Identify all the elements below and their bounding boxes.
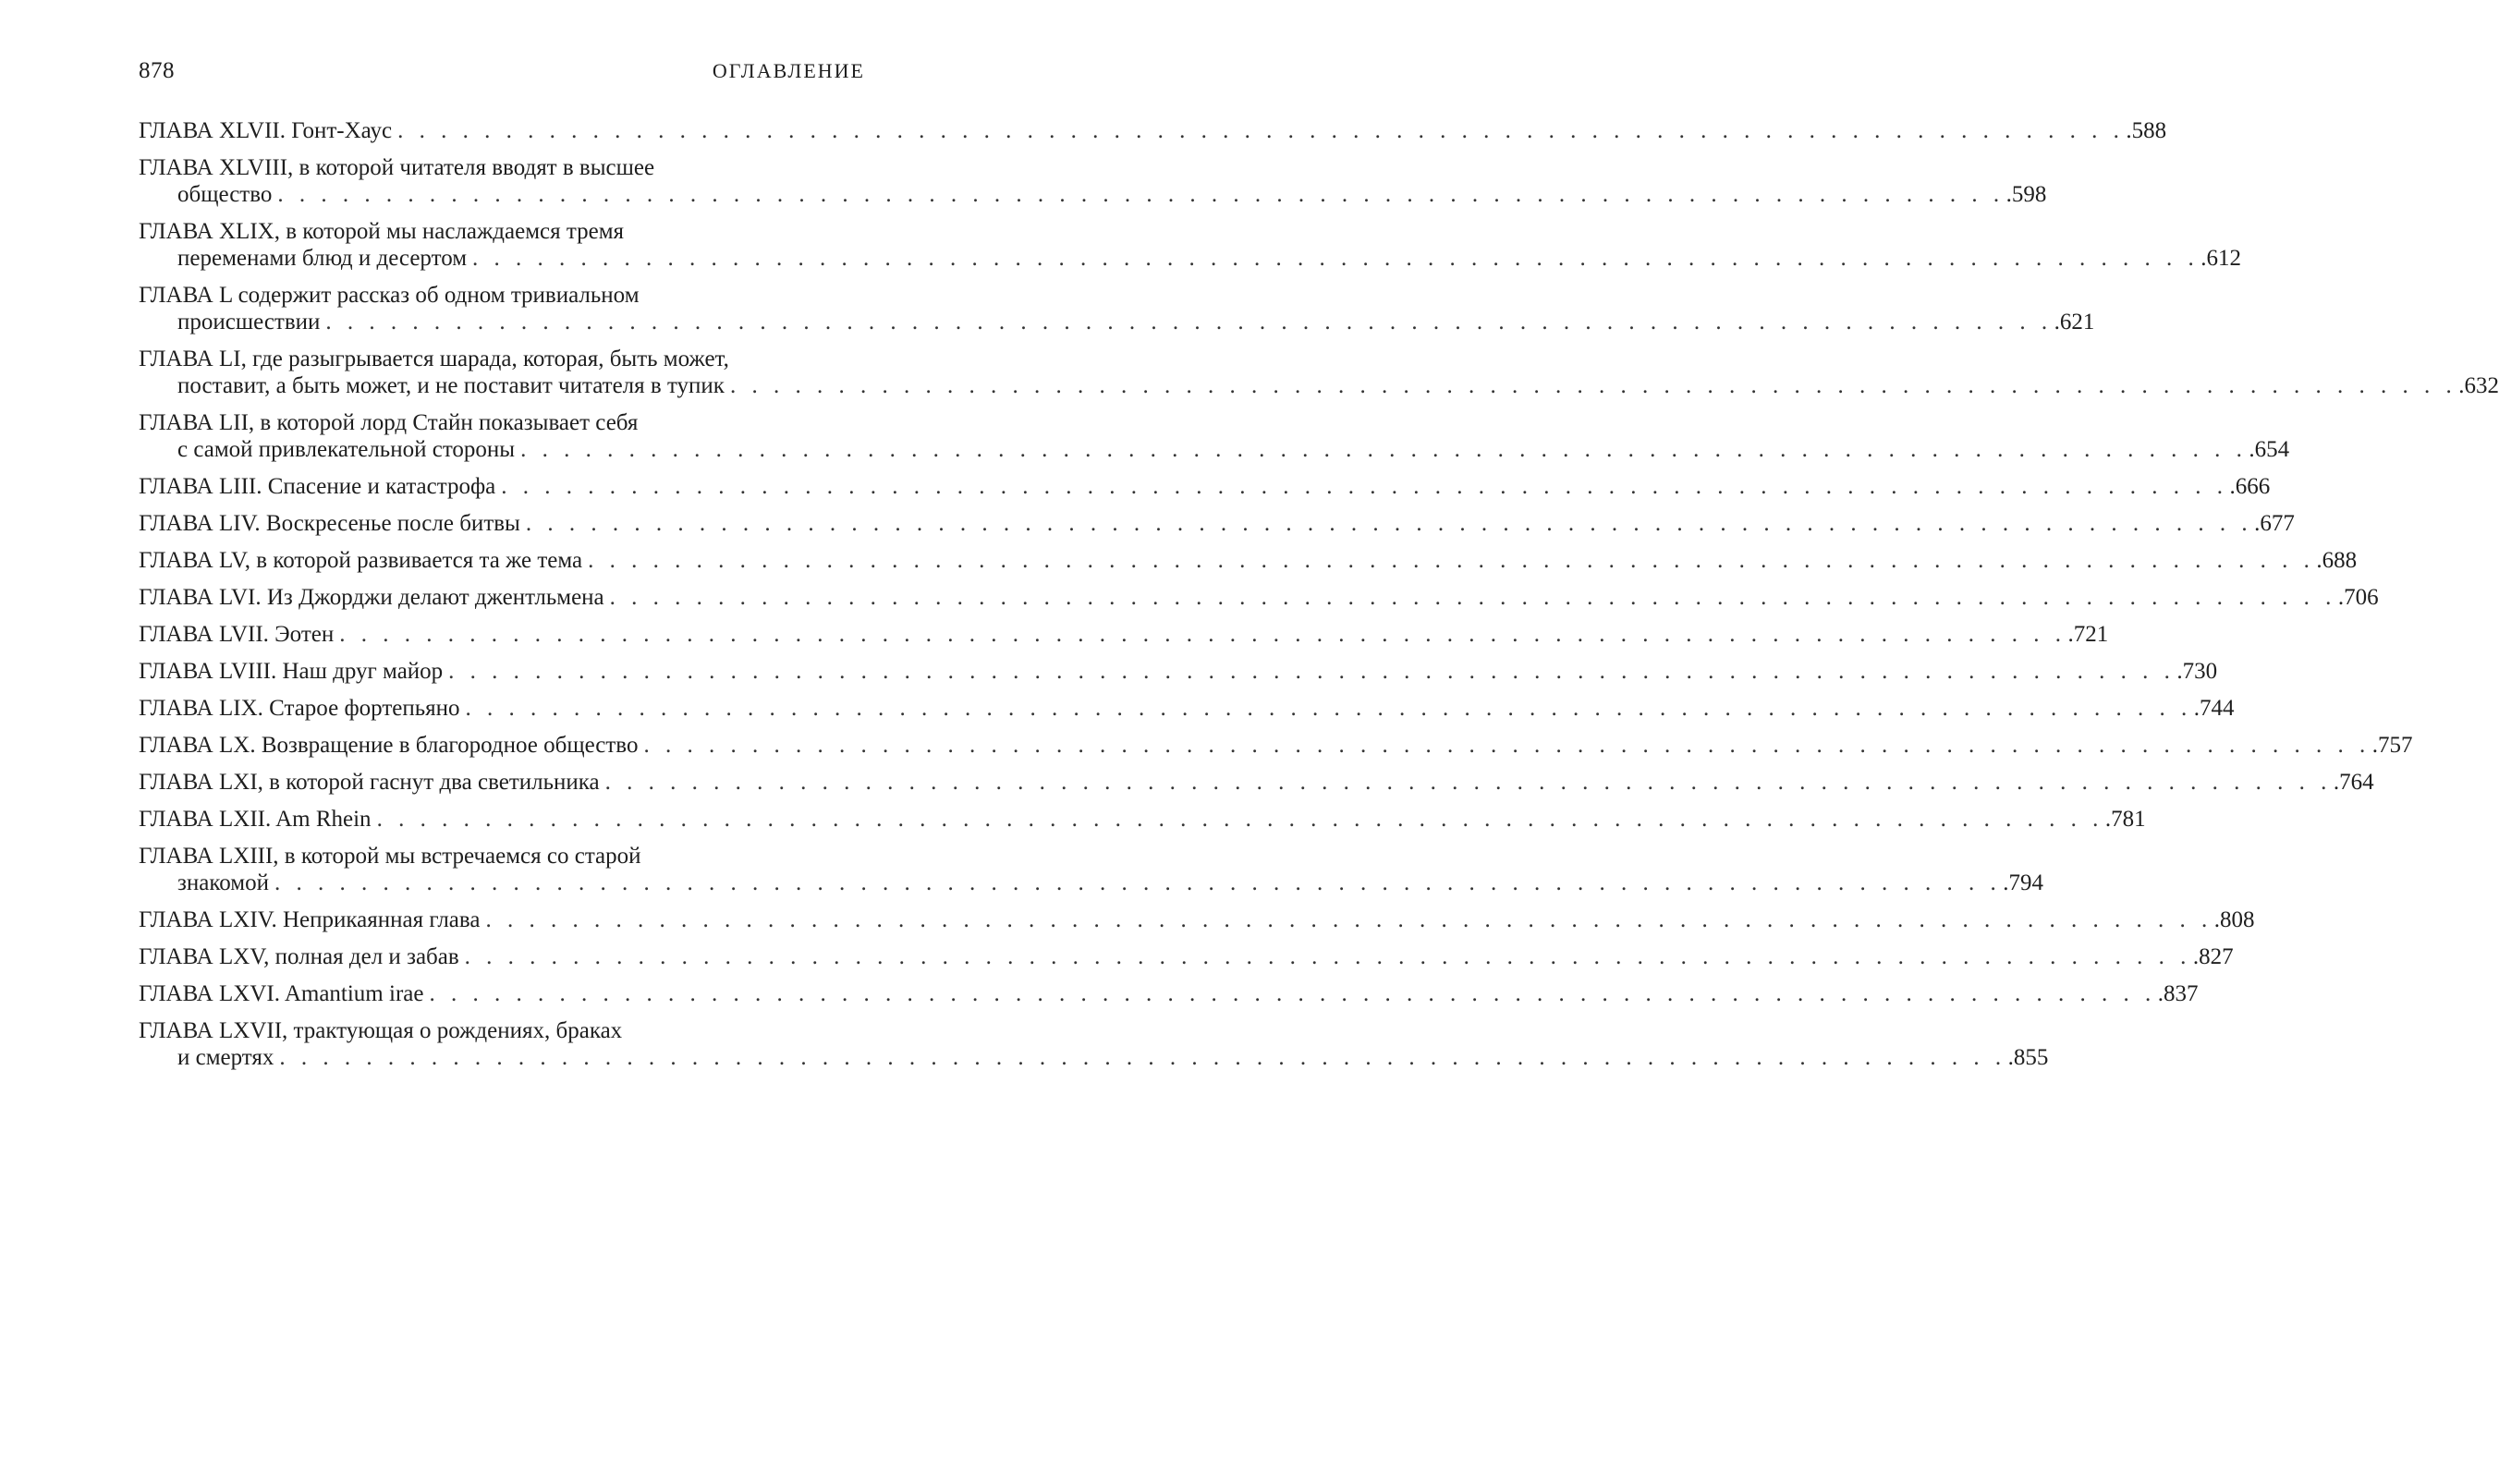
toc-entry-page-number: .808	[2213, 907, 2255, 932]
toc-entry-page-number: .621	[2054, 310, 2095, 335]
toc-entry-title-line: с самой привлекательной стороны	[177, 437, 516, 462]
toc-entry-title-line: ГЛАВА LII, в которой лорд Стайн показывает себя	[139, 410, 639, 435]
toc-entry-title-line: ГЛАВА LXVII, трактующая о рождениях, браках	[139, 1018, 623, 1043]
toc-entry	[139, 218, 2242, 282]
toc-entry-title-line: поставит, а быть может, и не поставит читателя в тупик	[177, 373, 725, 398]
toc-entry-page-number: .654	[2249, 437, 2290, 462]
dot-leader: . . . . . . . . . . . . . . . . . . . . . . . . . . . . . . . . . . . . . . . . . . . . . . . . . . . . . . . . . . . . . . . . . . . . . . . . . . . . . . . .	[729, 373, 2457, 398]
toc-entry-last-line	[139, 473, 2271, 500]
toc-entry-last-line	[139, 695, 2235, 722]
table-of-contents	[139, 117, 2499, 1081]
toc-entry-last-line	[139, 372, 2499, 399]
toc-entry-page-number: .781	[2104, 807, 2146, 832]
toc-entry-last-line	[139, 547, 2358, 574]
toc-entry-page-number: .721	[2067, 622, 2109, 647]
toc-entry-title-line: общество	[177, 182, 273, 207]
toc-entry-title-line: ГЛАВА LXIV. Неприкаянная глава	[139, 907, 481, 932]
dot-leader: . . . . . . . . . . . . . . . . . . . . . . . . . . . . . . . . . . . . . . . . . . . . . . . . . . . . . . . . . . . . . . . . . . . . . . . . . . . . . . . .	[465, 696, 2192, 721]
toc-entry-page-number: .612	[2200, 246, 2242, 271]
dot-leader: . . . . . . . . . . . . . . . . . . . . . . . . . . . . . . . . . . . . . . . . . . . . . . . . . . . . . . . . . . . . . . . . . . . . . . . . . . . . . . . .	[397, 118, 2125, 143]
toc-entry	[139, 843, 2043, 906]
toc-entry-last-line	[139, 436, 2290, 463]
toc-entry-last-line	[139, 117, 2167, 144]
toc-entry-last-line	[139, 870, 2043, 896]
toc-entry	[139, 769, 2374, 806]
toc-entry-page-number: .757	[2371, 733, 2413, 758]
toc-entry-title-line: ГЛАВА LXV, полная дел и забав	[139, 944, 459, 969]
toc-entry-page-number: .827	[2192, 944, 2234, 969]
toc-entry-title-line: ГЛАВА XLIX, в которой мы наслаждаемся тремя	[139, 219, 625, 244]
toc-entry	[139, 409, 2290, 473]
toc-entry-last-line	[139, 245, 2242, 272]
toc-entry	[139, 346, 2499, 409]
toc-entry-last-line	[139, 181, 2047, 208]
toc-entry-title-line: переменами блюд и десертом	[177, 246, 468, 271]
running-head	[139, 55, 865, 87]
toc-entry-title-line: ГЛАВА LIII. Спасение и катастрофа	[139, 474, 496, 499]
toc-entry-title-line: ГЛАВА LVIII. Наш друг майор	[139, 659, 444, 684]
toc-entry-last-line	[139, 1044, 2049, 1071]
dot-leader: . . . . . . . . . . . . . . . . . . . . . . . . . . . . . . . . . . . . . . . . . . . . . . . . . . . . . . . . . . . . . . . . . . . . . . . . . . . . . . . .	[279, 1045, 2006, 1070]
dot-leader: . . . . . . . . . . . . . . . . . . . . . . . . . . . . . . . . . . . . . . . . . . . . . . . . . . . . . . . . . . . . . . . . . . . . . . . . . . . . . . . .	[525, 511, 2253, 536]
toc-entry-title-line: происшествии	[177, 310, 321, 335]
toc-entry-page-number: .706	[2337, 585, 2379, 610]
toc-entry-title-line: ГЛАВА LXIII, в которой мы встречаемся со старой	[139, 844, 641, 869]
toc-entry-last-line	[139, 309, 2095, 335]
dot-leader: . . . . . . . . . . . . . . . . . . . . . . . . . . . . . . . . . . . . . . . . . . . . . . . . . . . . . . . . . . . . . . . . . . . . . . . . . . . . . . . .	[277, 182, 2005, 207]
toc-entry-title-line: ГЛАВА LV, в которой развивается та же тема	[139, 548, 583, 573]
toc-entry-title-line: ГЛАВА LX. Возвращение в благородное общество	[139, 733, 639, 758]
dot-leader: . . . . . . . . . . . . . . . . . . . . . . . . . . . . . . . . . . . . . . . . . . . . . . . . . . . . . . . . . . . . . . . . . . . . . . . . . . . . . . . .	[325, 310, 2053, 335]
toc-entry-page-number: .744	[2193, 696, 2235, 721]
toc-entry	[139, 282, 2095, 346]
toc-entry-title-line: знакомой	[177, 870, 269, 895]
dot-leader: . . . . . . . . . . . . . . . . . . . . . . . . . . . . . . . . . . . . . . . . . . . . . . . . . . . . . . . . . . . . . . . . . . . . . . . . . . . . . . . .	[588, 548, 2315, 573]
toc-entry-page-number: .588	[2126, 118, 2167, 143]
toc-entry-title-line: и смертях	[177, 1045, 274, 1070]
toc-entry-page-number: .730	[2176, 659, 2218, 684]
dot-leader: . . . . . . . . . . . . . . . . . . . . . . . . . . . . . . . . . . . . . . . . . . . . . . . . . . . . . . . . . . . . . . . . . . . . . . . . . . . . . . . .	[643, 733, 2371, 758]
toc-entry	[139, 1017, 2049, 1081]
dot-leader: . . . . . . . . . . . . . . . . . . . . . . . . . . . . . . . . . . . . . . . . . . . . . . . . . . . . . . . . . . . . . . . . . . . . . . . . . . . . . . . .	[472, 246, 2200, 271]
toc-entry-title-line: ГЛАВА LI, где разыгрывается шарада, которая, быть может,	[139, 347, 729, 371]
toc-entry-title-line: ГЛАВА LIX. Старое фортепьяно	[139, 696, 460, 721]
toc-entry-last-line	[139, 732, 2413, 759]
toc-entry-last-line	[139, 658, 2218, 685]
toc-entry	[139, 621, 2109, 658]
toc-entry-last-line	[139, 584, 2379, 611]
dot-leader: . . . . . . . . . . . . . . . . . . . . . . . . . . . . . . . . . . . . . . . . . . . . . . . . . . . . . . . . . . . . . . . . . . . . . . . . . . . . . . . .	[274, 870, 2002, 895]
dot-leader: . . . . . . . . . . . . . . . . . . . . . . . . . . . . . . . . . . . . . . . . . . . . . . . . . . . . . . . . . . . . . . . . . . . . . . . . . . . . . . . .	[485, 907, 2213, 932]
toc-entry-page-number: .764	[2333, 770, 2374, 795]
toc-entry-page-number: .837	[2157, 981, 2199, 1006]
dot-leader: . . . . . . . . . . . . . . . . . . . . . . . . . . . . . . . . . . . . . . . . . . . . . . . . . . . . . . . . . . . . . . . . . . . . . . . . . . . . . . . .	[520, 437, 2248, 462]
toc-entry-last-line	[139, 510, 2295, 537]
toc-entry-last-line	[139, 806, 2146, 833]
toc-entry-page-number: .598	[2005, 182, 2047, 207]
toc-entry	[139, 695, 2235, 732]
dot-leader: . . . . . . . . . . . . . . . . . . . . . . . . . . . . . . . . . . . . . . . . . . . . . . . . . . . . . . . . . . . . . . . . . . . . . . . . . . . . . . . .	[604, 770, 2332, 795]
toc-entry-page-number: .794	[2003, 870, 2043, 895]
toc-entry-page-number: .855	[2007, 1045, 2049, 1070]
toc-entry-title-line: ГЛАВА LVII. Эотен	[139, 622, 335, 647]
toc-entry	[139, 473, 2271, 510]
dot-leader: . . . . . . . . . . . . . . . . . . . . . . . . . . . . . . . . . . . . . . . . . . . . . . . . . . . . . . . . . . . . . . . . . . . . . . . . . . . . . . . .	[448, 659, 2176, 684]
dot-leader: . . . . . . . . . . . . . . . . . . . . . . . . . . . . . . . . . . . . . . . . . . . . . . . . . . . . . . . . . . . . . . . . . . . . . . . . . . . . . . . .	[339, 622, 2066, 647]
toc-entry-last-line	[139, 621, 2109, 648]
toc-entry	[139, 117, 2167, 154]
toc-entry	[139, 906, 2255, 943]
dot-leader: . . . . . . . . . . . . . . . . . . . . . . . . . . . . . . . . . . . . . . . . . . . . . . . . . . . . . . . . . . . . . . . . . . . . . . . . . . . . . . . .	[464, 944, 2191, 969]
toc-entry	[139, 547, 2358, 584]
toc-entry-last-line	[139, 906, 2255, 933]
dot-leader: . . . . . . . . . . . . . . . . . . . . . . . . . . . . . . . . . . . . . . . . . . . . . . . . . . . . . . . . . . . . . . . . . . . . . . . . . . . . . . . .	[429, 981, 2156, 1006]
toc-entry-page-number: .632	[2458, 373, 2499, 398]
toc-entry	[139, 584, 2379, 621]
toc-entry	[139, 980, 2199, 1017]
toc-entry	[139, 806, 2146, 843]
toc-entry-last-line	[139, 769, 2374, 796]
toc-entry-page-number: .666	[2229, 474, 2271, 499]
toc-entry-title-line: ГЛАВА LVI. Из Джорджи делают джентльмена	[139, 585, 604, 610]
toc-entry	[139, 658, 2218, 695]
dot-leader: . . . . . . . . . . . . . . . . . . . . . . . . . . . . . . . . . . . . . . . . . . . . . . . . . . . . . . . . . . . . . . . . . . . . . . . . . . . . . . . .	[609, 585, 2336, 610]
toc-entry-page-number: .677	[2254, 511, 2295, 536]
toc-entry-title-line: ГЛАВА XLVIII, в которой читателя вводят в высшее	[139, 155, 655, 180]
toc-entry	[139, 154, 2047, 218]
toc-entry	[139, 732, 2413, 769]
toc-entry	[139, 510, 2295, 547]
toc-entry-title-line: ГЛАВА L содержит рассказ об одном тривиальном	[139, 283, 640, 308]
page-number: 878	[139, 58, 175, 83]
toc-entry-title-line: ГЛАВА LXII. Am Rhein	[139, 807, 372, 832]
toc-entry-page-number: .688	[2316, 548, 2358, 573]
dot-leader: . . . . . . . . . . . . . . . . . . . . . . . . . . . . . . . . . . . . . . . . . . . . . . . . . . . . . . . . . . . . . . . . . . . . . . . . . . . . . . . .	[376, 807, 2103, 832]
toc-entry	[139, 943, 2234, 980]
toc-entry-title-line: ГЛАВА LIV. Воскресенье после битвы	[139, 511, 520, 536]
running-title: ОГЛАВЛЕНИЕ	[712, 59, 865, 82]
toc-entry-last-line	[139, 980, 2199, 1007]
toc-entry-title-line: ГЛАВА LXI, в которой гаснут два светильника	[139, 770, 600, 795]
toc-entry-title-line: ГЛАВА LXVI. Amantium irae	[139, 981, 424, 1006]
dot-leader: . . . . . . . . . . . . . . . . . . . . . . . . . . . . . . . . . . . . . . . . . . . . . . . . . . . . . . . . . . . . . . . . . . . . . . . . . . . . . . . .	[501, 474, 2228, 499]
toc-entry-title-line: ГЛАВА XLVII. Гонт-Хаус	[139, 118, 393, 143]
toc-entry-last-line	[139, 943, 2234, 970]
